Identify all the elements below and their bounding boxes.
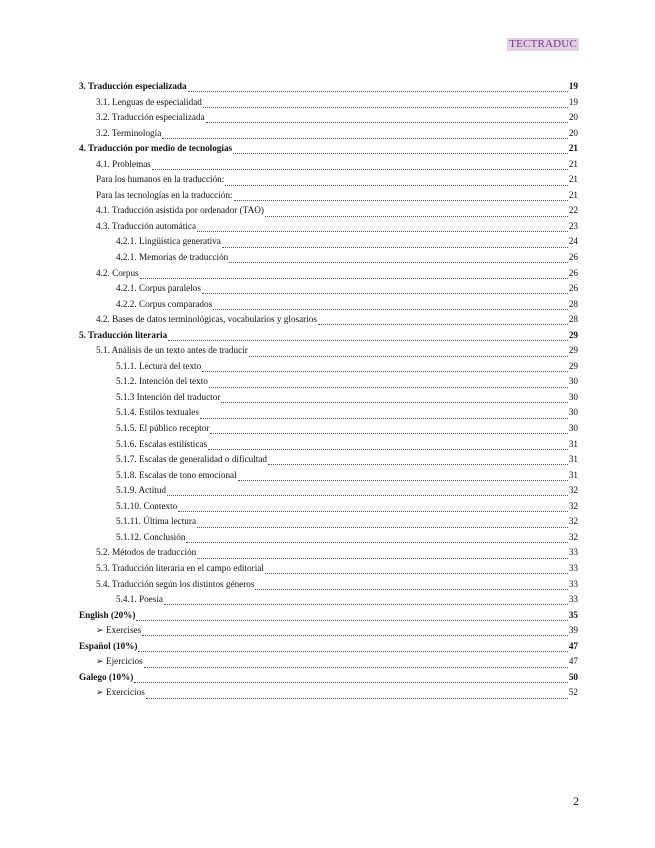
dot-leader bbox=[234, 200, 568, 201]
dot-leader bbox=[162, 138, 568, 139]
toc-entry[interactable] bbox=[79, 299, 578, 315]
toc-entry[interactable] bbox=[79, 407, 578, 423]
toc-entry[interactable] bbox=[79, 579, 578, 595]
toc-entry-title: 5.1.10. Contexto bbox=[116, 500, 178, 511]
toc-entry[interactable] bbox=[79, 454, 578, 470]
dot-leader bbox=[188, 91, 568, 92]
dot-leader bbox=[136, 620, 567, 621]
toc-entry-title: 5.1.6. Escalas estilísticas bbox=[116, 438, 208, 449]
toc-entry[interactable] bbox=[79, 252, 578, 268]
dot-leader bbox=[229, 262, 568, 263]
toc-entry-page: 47 bbox=[568, 656, 578, 667]
toc-entry-page: 32 bbox=[568, 531, 578, 542]
dot-leader bbox=[167, 495, 568, 496]
dot-leader bbox=[233, 153, 568, 154]
dot-leader bbox=[265, 573, 568, 574]
dot-leader bbox=[164, 604, 568, 605]
toc-entry-page: 30 bbox=[568, 407, 578, 418]
toc-entry-title: Galego (10%) bbox=[79, 671, 134, 682]
toc-entry-page: 28 bbox=[568, 298, 578, 309]
toc-entry-title: 5.1.1. Lectura del texto bbox=[116, 360, 202, 371]
toc-entry-page: 29 bbox=[568, 345, 578, 356]
toc-entry-page: 21 bbox=[568, 174, 578, 185]
toc-entry-title: 5.1.9. Actitud bbox=[116, 485, 167, 496]
toc-entry-page: 35 bbox=[568, 609, 578, 620]
dot-leader bbox=[221, 402, 567, 403]
dot-leader bbox=[197, 527, 568, 528]
toc-entry[interactable] bbox=[79, 143, 578, 159]
toc-entry[interactable] bbox=[79, 112, 578, 128]
dot-leader bbox=[210, 433, 567, 434]
toc-entry-page: 21 bbox=[568, 158, 578, 169]
toc-entry[interactable] bbox=[79, 547, 578, 563]
dot-leader bbox=[209, 387, 568, 388]
dot-leader bbox=[249, 356, 568, 357]
dot-leader bbox=[318, 324, 568, 325]
toc-entry-title: 4. Traducción por medio de tecnologías bbox=[79, 143, 233, 154]
toc-entry-title: Español (10%) bbox=[79, 640, 138, 651]
dot-leader bbox=[186, 542, 567, 543]
toc-entry[interactable] bbox=[79, 128, 578, 144]
dot-leader bbox=[200, 418, 568, 419]
toc-entry-page: 19 bbox=[568, 96, 578, 107]
toc-entry-title: 4.2. Corpus bbox=[96, 267, 139, 278]
page-number: 2 bbox=[573, 794, 579, 808]
toc-entry[interactable] bbox=[79, 268, 578, 284]
toc-entry-page: 31 bbox=[568, 454, 578, 465]
toc-entry-title: 5.1.2. Intención del texto bbox=[116, 376, 208, 387]
dot-leader bbox=[144, 667, 568, 668]
toc-entry[interactable] bbox=[79, 439, 578, 455]
toc-entry[interactable] bbox=[79, 81, 578, 97]
toc-entry-page: 19 bbox=[568, 81, 578, 91]
toc-entry[interactable] bbox=[79, 501, 578, 517]
dot-leader bbox=[146, 698, 568, 699]
toc-entry-page: 29 bbox=[568, 360, 578, 371]
toc-entry-page: 33 bbox=[568, 547, 578, 558]
toc-entry-page: 31 bbox=[568, 469, 578, 480]
toc-entry-title: 5.3. Traducción literaria en el campo editorial bbox=[96, 562, 264, 573]
toc-entry[interactable] bbox=[79, 174, 578, 190]
toc-entry-page: 26 bbox=[568, 283, 578, 294]
dot-leader bbox=[140, 278, 568, 279]
toc-entry-title: 4.2. Bases de datos terminológicas, vocabularios y glosarios bbox=[96, 314, 317, 325]
toc-entry-title: 4.1. Traducción asistida por ordenador (TAO) bbox=[96, 205, 264, 216]
dot-leader bbox=[142, 635, 568, 636]
toc-entry-title: Para las tecnologías en la traducción: bbox=[96, 189, 233, 200]
toc-entry-title: 5.1.5. El público receptor bbox=[116, 423, 210, 434]
toc-entry-title: ➢ Exercises bbox=[96, 625, 142, 636]
toc-entry[interactable] bbox=[79, 392, 578, 408]
toc-entry-page: 24 bbox=[568, 236, 578, 247]
toc-entry[interactable] bbox=[79, 330, 578, 346]
toc-entry[interactable] bbox=[79, 516, 578, 532]
toc-entry-page: 33 bbox=[568, 594, 578, 605]
toc-entry-title: 5.1.11. Última lectura bbox=[116, 516, 197, 527]
dot-leader bbox=[222, 247, 568, 248]
toc-entry[interactable] bbox=[79, 221, 578, 237]
toc-entry[interactable] bbox=[79, 97, 578, 113]
toc-entry[interactable] bbox=[79, 236, 578, 252]
toc-entry-page: 26 bbox=[568, 267, 578, 278]
toc-entry-title: 5.1.12. Conclusión bbox=[116, 531, 186, 542]
dot-leader bbox=[213, 309, 568, 310]
toc-entry-page: 52 bbox=[568, 687, 578, 698]
toc-entry-page: 32 bbox=[568, 485, 578, 496]
toc-entry[interactable] bbox=[79, 314, 578, 330]
toc-entry-title: 3. Traducción especializada bbox=[79, 81, 187, 91]
toc-entry[interactable] bbox=[79, 283, 578, 299]
toc-entry-page: 30 bbox=[568, 423, 578, 434]
toc-entry[interactable] bbox=[79, 376, 578, 392]
dot-leader bbox=[202, 293, 568, 294]
toc-entry[interactable] bbox=[79, 159, 578, 175]
toc-entry[interactable] bbox=[79, 656, 578, 672]
toc-entry-title: 4.2.1. Corpus paralelos bbox=[116, 283, 201, 294]
dot-leader bbox=[202, 371, 568, 372]
dot-leader bbox=[168, 340, 568, 341]
toc-entry-page: 33 bbox=[568, 562, 578, 573]
toc-entry-page: 50 bbox=[568, 671, 578, 682]
toc-entry[interactable] bbox=[79, 345, 578, 361]
dot-leader bbox=[197, 558, 568, 559]
toc-entry-title: 3.1. Lenguas de especialidad bbox=[96, 96, 202, 107]
toc-entry-page: 20 bbox=[568, 127, 578, 138]
toc-entry-title: ➢ Ejercicios bbox=[96, 656, 143, 667]
dot-leader bbox=[225, 185, 567, 186]
toc-entry-title: 5.1.4. Estilos textuales bbox=[116, 407, 199, 418]
toc-entry-title: 4.2.1. Lingüística generativa bbox=[116, 236, 221, 247]
toc-entry[interactable] bbox=[79, 532, 578, 548]
toc-entry-page: 28 bbox=[568, 314, 578, 325]
toc-entry-title: 5.2. Métodos de traducción bbox=[96, 547, 197, 558]
toc-entry-page: 21 bbox=[568, 143, 578, 154]
toc-entry-title: 5.1.7. Escalas de generalidad o dificultad bbox=[116, 454, 268, 465]
toc-entry-page: 29 bbox=[568, 329, 578, 340]
dot-leader bbox=[206, 122, 568, 123]
toc-entry[interactable] bbox=[79, 610, 578, 626]
toc-entry-title: English (20%) bbox=[79, 609, 136, 620]
toc-entry-page: 47 bbox=[568, 640, 578, 651]
toc-entry-title: 5.1.3 Intención del traductor bbox=[116, 391, 221, 402]
toc-entry[interactable] bbox=[79, 190, 578, 206]
toc-entry-title: ➢ Exercicios bbox=[96, 687, 145, 698]
toc-entry[interactable] bbox=[79, 594, 578, 610]
header-tag: TECTRADUC bbox=[509, 38, 577, 50]
toc-entry-title: 4.2.1. Memorias de traducción bbox=[116, 252, 229, 263]
dot-leader bbox=[178, 511, 568, 512]
dot-leader bbox=[268, 464, 568, 465]
toc-entry-title: 5. Traducción literaria bbox=[79, 329, 168, 340]
toc-entry-page: 33 bbox=[568, 578, 578, 589]
toc-entry-page: 21 bbox=[568, 189, 578, 200]
toc-entry-title: 4.1. Problemas bbox=[96, 158, 151, 169]
toc-entry-page: 32 bbox=[568, 516, 578, 527]
dot-leader bbox=[255, 589, 567, 590]
dot-leader bbox=[208, 449, 568, 450]
toc-entry-page: 32 bbox=[568, 500, 578, 511]
toc-entry-title: 4.3. Traducción automática bbox=[96, 220, 197, 231]
toc-entry[interactable] bbox=[79, 641, 578, 657]
dot-leader bbox=[238, 480, 568, 481]
toc-entry[interactable] bbox=[79, 361, 578, 377]
toc-entry[interactable] bbox=[79, 687, 578, 703]
dot-leader bbox=[138, 651, 567, 652]
toc-entry-page: 20 bbox=[568, 112, 578, 123]
toc-entry-page: 39 bbox=[568, 625, 578, 636]
toc-entry-page: 31 bbox=[568, 438, 578, 449]
toc-entry-page: 23 bbox=[568, 220, 578, 231]
toc-entry-title: 3.2. Terminología bbox=[96, 127, 162, 138]
toc-entry-title: Para los humanos en la traducción: bbox=[96, 174, 225, 185]
dot-leader bbox=[203, 107, 568, 108]
toc-entry-page: 22 bbox=[568, 205, 578, 216]
toc-entry-title: 4.2.2. Corpus comparados bbox=[116, 298, 213, 309]
dot-leader bbox=[197, 231, 568, 232]
toc-entry-title: 5.1.8. Escalas de tono emocional bbox=[116, 469, 237, 480]
toc-entry[interactable] bbox=[79, 485, 578, 501]
toc-entry[interactable] bbox=[79, 625, 578, 641]
toc-entry[interactable] bbox=[79, 205, 578, 221]
toc-entry-title: 3.2. Traducción especializada bbox=[96, 112, 205, 123]
toc-entry[interactable] bbox=[79, 470, 578, 486]
toc-entry-title: 5.4.1. Poesía bbox=[116, 594, 163, 605]
toc-entry-page: 30 bbox=[568, 391, 578, 402]
toc-entry[interactable] bbox=[79, 423, 578, 439]
dot-leader bbox=[134, 682, 567, 683]
table-of-contents bbox=[79, 81, 578, 703]
toc-entry-page: 30 bbox=[568, 376, 578, 387]
dot-leader bbox=[265, 216, 568, 217]
toc-entry-title: 5.4. Traducción según los distintos géneros bbox=[96, 578, 255, 589]
toc-entry-title: 5.1. Análisis de un texto antes de traducir bbox=[96, 345, 248, 356]
toc-entry[interactable] bbox=[79, 672, 578, 688]
toc-entry-page: 26 bbox=[568, 252, 578, 263]
dot-leader bbox=[152, 169, 568, 170]
toc-entry[interactable] bbox=[79, 563, 578, 579]
